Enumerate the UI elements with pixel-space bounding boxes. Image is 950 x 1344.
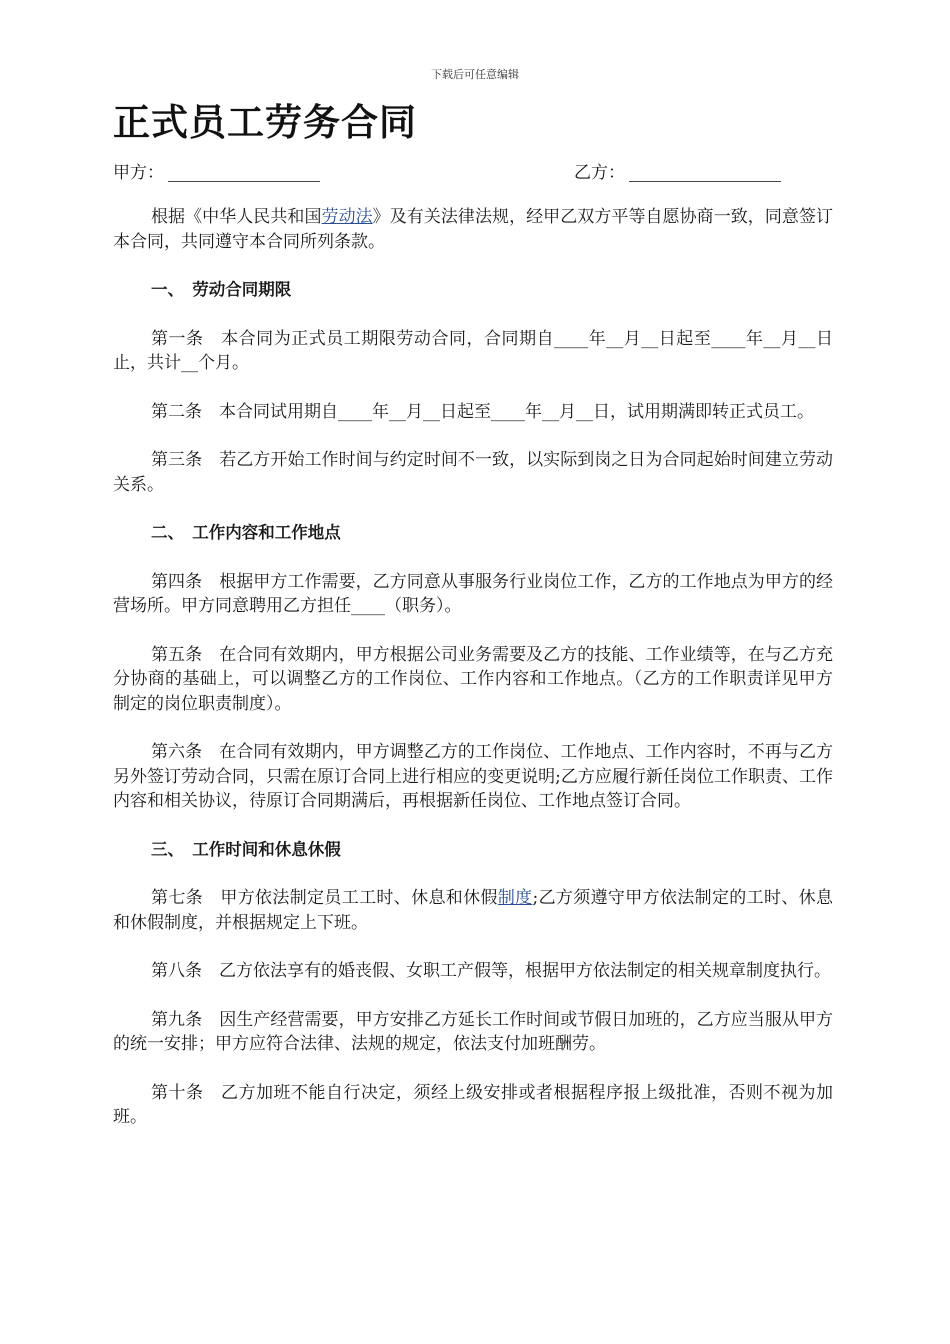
- intro-text-after: 》及有关法律法规，经甲乙双方平等自愿协商一致，同意签订本合同，共同遵守本合同所列条款。: [113, 207, 834, 252]
- party-a: [113, 158, 320, 183]
- article-1: 第一条 本合同为正式员工期限劳动合同，合同期自____年__月__日起至____年__月__日止，共计__个月。: [113, 328, 833, 373]
- article-7-text-after: ;乙方须遵守甲方依法制定的工时、休息和休假制度，并根据规定上下班。: [113, 888, 834, 933]
- party-a-label: 甲方：: [113, 163, 164, 183]
- labor-law-link[interactable]: 劳动法: [321, 207, 373, 227]
- section-heading-2: 二、 工作内容和工作地点: [151, 523, 341, 542]
- intro-paragraph: [113, 205, 833, 254]
- header-note: 下载后可任意编辑: [431, 68, 519, 81]
- article-8: 第八条 乙方依法享有的婚丧假、女职工产假等，根据甲方依法制定的相关规章制度执行。: [151, 961, 831, 981]
- section-heading-1: 一、 劳动合同期限: [151, 280, 292, 299]
- article-9: 第九条 因生产经营需要，甲方安排乙方延长工作时间或节假日加班的，乙方应当服从甲方的统一安排；甲方应符合法律、法规的规定，依法支付加班酬劳。: [113, 1009, 833, 1054]
- article-7-text-before: 第七条 甲方依法制定员工工时、休息和休假: [151, 888, 498, 908]
- article-10: 第十条 乙方加班不能自行决定，须经上级安排或者根据程序报上级批准，否则不视为加班。: [113, 1082, 833, 1127]
- article-5: 第五条 在合同有效期内，甲方根据公司业务需要及乙方的技能、工作业绩等，在与乙方充分协商的基础上，可以调整乙方的工作岗位、工作内容和工作地点。（乙方的工作职责详见甲方制定的岗位职责制度）。: [113, 644, 833, 714]
- article-2: 第二条 本合同试用期自____年__月__日起至____年__月__日，试用期满即转正式员工。: [151, 401, 814, 422]
- parties-row: [113, 158, 833, 184]
- party-a-blank: [168, 163, 320, 182]
- policy-link[interactable]: 制度: [497, 888, 533, 908]
- article-4: 第四条 根据甲方工作需要，乙方同意从事服务行业岗位工作，乙方的工作地点为甲方的经营场所。甲方同意聘用乙方担任____（职务）。: [113, 571, 833, 616]
- party-b-blank: [629, 163, 781, 182]
- article-7: [113, 886, 833, 935]
- party-b-label: 乙方：: [574, 163, 625, 183]
- intro-text-before: 根据《中华人民共和国: [151, 207, 322, 227]
- section-heading-3: 三、 工作时间和休息休假: [151, 839, 341, 859]
- article-3: 第三条 若乙方开始工作时间与约定时间不一致，以实际到岗之日为合同起始时间建立劳动关系。: [113, 450, 833, 495]
- contract-body: [113, 205, 833, 1154]
- article-6: 第六条 在合同有效期内，甲方调整乙方的工作岗位、工作地点、工作内容时，不再与乙方另外签订劳动合同，只需在原订合同上进行相应的变更说明;乙方应履行新任岗位工作职责、工作内容和相关协议，待原订合同期满后，再根据新任岗位、工作地点签订合同。: [113, 742, 833, 811]
- party-b: [574, 158, 781, 183]
- document-title: 正式员工劳务合同: [113, 100, 417, 144]
